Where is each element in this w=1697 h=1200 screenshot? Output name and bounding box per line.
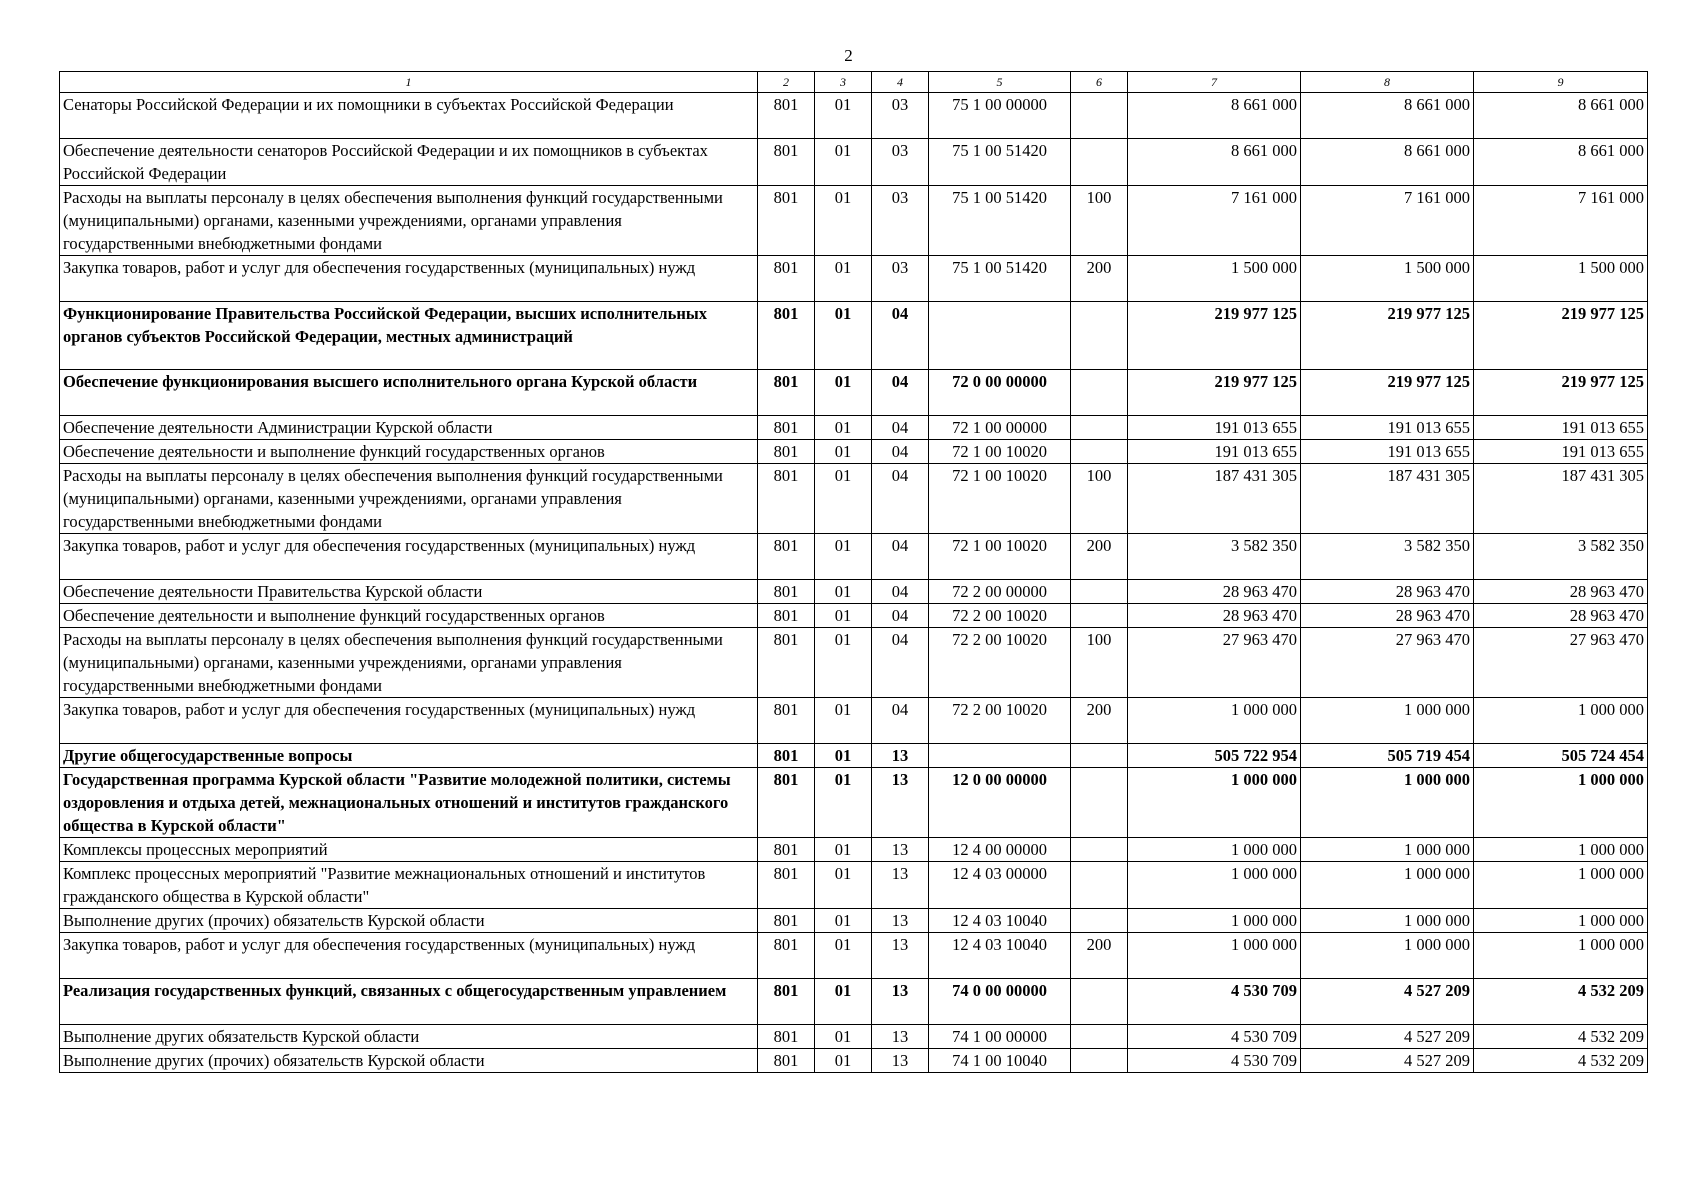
row-value-7: 187 431 305 — [1128, 464, 1301, 534]
row-code-4: 04 — [872, 534, 929, 580]
row-code-5: 72 2 00 10020 — [929, 628, 1071, 698]
row-name: Обеспечение деятельности Правительства Курской области — [60, 580, 758, 604]
row-code-6 — [1071, 1049, 1128, 1073]
row-code-2: 801 — [758, 139, 815, 186]
row-code-4: 13 — [872, 933, 929, 979]
row-value-8: 1 000 000 — [1301, 838, 1474, 862]
row-code-4: 04 — [872, 580, 929, 604]
row-code-3: 01 — [815, 604, 872, 628]
row-value-9: 219 977 125 — [1474, 302, 1648, 370]
row-value-8: 191 013 655 — [1301, 416, 1474, 440]
row-code-2: 801 — [758, 979, 815, 1025]
row-code-5: 72 2 00 10020 — [929, 698, 1071, 744]
table-row — [60, 628, 1648, 698]
row-value-8: 4 527 209 — [1301, 979, 1474, 1025]
row-value-9: 1 000 000 — [1474, 698, 1648, 744]
row-value-8: 27 963 470 — [1301, 628, 1474, 698]
row-code-6 — [1071, 139, 1128, 186]
row-value-8: 505 719 454 — [1301, 744, 1474, 768]
row-code-3: 01 — [815, 440, 872, 464]
row-code-5: 75 1 00 51420 — [929, 186, 1071, 256]
row-code-5: 74 1 00 00000 — [929, 1025, 1071, 1049]
row-code-5: 72 1 00 10020 — [929, 534, 1071, 580]
row-code-2: 801 — [758, 862, 815, 909]
table-row — [60, 744, 1648, 768]
row-value-7: 219 977 125 — [1128, 302, 1301, 370]
row-code-3: 01 — [815, 370, 872, 416]
row-value-7: 28 963 470 — [1128, 580, 1301, 604]
table-row — [60, 909, 1648, 933]
row-name: Закупка товаров, работ и услуг для обеспечения государственных (муниципальных) нужд — [60, 256, 758, 302]
row-code-2: 801 — [758, 93, 815, 139]
row-code-2: 801 — [758, 416, 815, 440]
row-code-5: 72 0 00 00000 — [929, 370, 1071, 416]
row-code-3: 01 — [815, 628, 872, 698]
table-row — [60, 1049, 1648, 1073]
row-code-6 — [1071, 416, 1128, 440]
row-value-7: 8 661 000 — [1128, 93, 1301, 139]
row-code-5 — [929, 744, 1071, 768]
row-value-9: 191 013 655 — [1474, 440, 1648, 464]
row-code-6 — [1071, 302, 1128, 370]
row-code-3: 01 — [815, 302, 872, 370]
row-code-2: 801 — [758, 186, 815, 256]
row-code-5: 75 1 00 00000 — [929, 93, 1071, 139]
row-value-8: 219 977 125 — [1301, 302, 1474, 370]
row-value-8: 219 977 125 — [1301, 370, 1474, 416]
table-row — [60, 370, 1648, 416]
row-code-5: 72 1 00 10020 — [929, 464, 1071, 534]
header-cell-1: 1 — [60, 72, 758, 93]
table-row — [60, 93, 1648, 139]
table-row — [60, 534, 1648, 580]
row-value-8: 4 527 209 — [1301, 1025, 1474, 1049]
row-value-8: 1 000 000 — [1301, 909, 1474, 933]
row-code-3: 01 — [815, 139, 872, 186]
row-code-3: 01 — [815, 1025, 872, 1049]
row-code-4: 04 — [872, 628, 929, 698]
row-code-5: 72 2 00 10020 — [929, 604, 1071, 628]
row-name: Обеспечение деятельности и выполнение функций государственных органов — [60, 604, 758, 628]
row-code-5: 72 1 00 00000 — [929, 416, 1071, 440]
row-code-4: 13 — [872, 768, 929, 838]
row-code-2: 801 — [758, 440, 815, 464]
row-code-2: 801 — [758, 464, 815, 534]
row-name: Функционирование Правительства Российской Федерации, высших исполнительных органов субъектов Российской Федерации, местных администраций — [60, 302, 758, 370]
row-code-5: 75 1 00 51420 — [929, 256, 1071, 302]
table-row — [60, 862, 1648, 909]
row-value-8: 1 500 000 — [1301, 256, 1474, 302]
row-value-9: 4 532 209 — [1474, 1049, 1648, 1073]
row-value-7: 28 963 470 — [1128, 604, 1301, 628]
row-code-3: 01 — [815, 698, 872, 744]
row-code-6 — [1071, 768, 1128, 838]
row-code-4: 03 — [872, 93, 929, 139]
row-value-8: 187 431 305 — [1301, 464, 1474, 534]
row-value-8: 8 661 000 — [1301, 93, 1474, 139]
header-cell-7: 7 — [1128, 72, 1301, 93]
row-value-7: 7 161 000 — [1128, 186, 1301, 256]
row-code-6: 200 — [1071, 534, 1128, 580]
row-code-4: 04 — [872, 464, 929, 534]
row-name: Выполнение других (прочих) обязательств Курской области — [60, 1049, 758, 1073]
row-value-8: 1 000 000 — [1301, 698, 1474, 744]
row-value-7: 4 530 709 — [1128, 979, 1301, 1025]
row-name: Выполнение других обязательств Курской области — [60, 1025, 758, 1049]
header-cell-4: 4 — [872, 72, 929, 93]
row-name: Обеспечение деятельности Администрации Курской области — [60, 416, 758, 440]
row-value-8: 3 582 350 — [1301, 534, 1474, 580]
row-code-5: 12 4 03 10040 — [929, 933, 1071, 979]
row-code-4: 04 — [872, 698, 929, 744]
row-value-7: 4 530 709 — [1128, 1049, 1301, 1073]
table-row — [60, 933, 1648, 979]
row-code-3: 01 — [815, 768, 872, 838]
row-value-8: 8 661 000 — [1301, 139, 1474, 186]
table-row — [60, 302, 1648, 370]
row-value-9: 4 532 209 — [1474, 979, 1648, 1025]
row-code-6 — [1071, 862, 1128, 909]
row-code-3: 01 — [815, 93, 872, 139]
budget-table — [59, 71, 1648, 1073]
row-value-7: 3 582 350 — [1128, 534, 1301, 580]
table-row — [60, 768, 1648, 838]
row-code-3: 01 — [815, 256, 872, 302]
row-value-9: 3 582 350 — [1474, 534, 1648, 580]
row-code-5: 74 1 00 10040 — [929, 1049, 1071, 1073]
row-code-2: 801 — [758, 604, 815, 628]
row-name: Закупка товаров, работ и услуг для обеспечения государственных (муниципальных) нужд — [60, 534, 758, 580]
row-code-2: 801 — [758, 1025, 815, 1049]
row-code-2: 801 — [758, 534, 815, 580]
row-code-3: 01 — [815, 838, 872, 862]
row-value-7: 1 000 000 — [1128, 838, 1301, 862]
row-value-8: 1 000 000 — [1301, 862, 1474, 909]
row-value-9: 27 963 470 — [1474, 628, 1648, 698]
row-value-7: 219 977 125 — [1128, 370, 1301, 416]
table-row — [60, 979, 1648, 1025]
row-value-8: 7 161 000 — [1301, 186, 1474, 256]
row-value-9: 4 532 209 — [1474, 1025, 1648, 1049]
row-code-2: 801 — [758, 256, 815, 302]
row-code-6 — [1071, 1025, 1128, 1049]
row-code-4: 13 — [872, 744, 929, 768]
table-row — [60, 464, 1648, 534]
row-code-2: 801 — [758, 628, 815, 698]
row-value-8: 1 000 000 — [1301, 768, 1474, 838]
row-code-5: 12 0 00 00000 — [929, 768, 1071, 838]
header-cell-6: 6 — [1071, 72, 1128, 93]
table-row — [60, 256, 1648, 302]
page-number: 2 — [844, 46, 853, 65]
row-code-6 — [1071, 580, 1128, 604]
row-code-6: 100 — [1071, 464, 1128, 534]
row-code-3: 01 — [815, 862, 872, 909]
header-cell-2: 2 — [758, 72, 815, 93]
row-value-9: 8 661 000 — [1474, 93, 1648, 139]
row-code-4: 04 — [872, 416, 929, 440]
row-value-8: 28 963 470 — [1301, 604, 1474, 628]
row-code-4: 04 — [872, 302, 929, 370]
row-code-3: 01 — [815, 979, 872, 1025]
row-value-9: 28 963 470 — [1474, 604, 1648, 628]
row-value-8: 28 963 470 — [1301, 580, 1474, 604]
row-code-5: 72 1 00 10020 — [929, 440, 1071, 464]
row-code-6 — [1071, 744, 1128, 768]
row-value-7: 191 013 655 — [1128, 440, 1301, 464]
header-cell-9: 9 — [1474, 72, 1648, 93]
row-name: Обеспечение деятельности и выполнение функций государственных органов — [60, 440, 758, 464]
row-value-8: 4 527 209 — [1301, 1049, 1474, 1073]
row-code-2: 801 — [758, 698, 815, 744]
row-code-4: 13 — [872, 979, 929, 1025]
header-cell-8: 8 — [1301, 72, 1474, 93]
row-name: Расходы на выплаты персоналу в целях обеспечения выполнения функций государственными (муниципальными) органами, казенными учреждениями, органами управления государственными внебюджетными фондами — [60, 628, 758, 698]
row-value-9: 505 724 454 — [1474, 744, 1648, 768]
row-code-4: 03 — [872, 186, 929, 256]
row-value-9: 191 013 655 — [1474, 416, 1648, 440]
row-value-9: 219 977 125 — [1474, 370, 1648, 416]
row-code-4: 13 — [872, 862, 929, 909]
row-value-9: 1 000 000 — [1474, 909, 1648, 933]
row-code-4: 03 — [872, 139, 929, 186]
row-code-6: 200 — [1071, 698, 1128, 744]
row-code-5: 12 4 00 00000 — [929, 838, 1071, 862]
row-code-3: 01 — [815, 744, 872, 768]
table-row — [60, 440, 1648, 464]
row-name: Государственная программа Курской области "Развитие молодежной политики, системы оздоровления и отдыха детей, межнациональных отношений и институтов гражданского общества в Курской области" — [60, 768, 758, 838]
row-code-3: 01 — [815, 464, 872, 534]
header-row — [60, 72, 1648, 93]
table-row — [60, 186, 1648, 256]
row-code-2: 801 — [758, 838, 815, 862]
row-code-6 — [1071, 838, 1128, 862]
table-body — [60, 93, 1648, 1073]
row-value-9: 1 000 000 — [1474, 933, 1648, 979]
row-code-3: 01 — [815, 534, 872, 580]
row-value-7: 1 000 000 — [1128, 862, 1301, 909]
row-code-6 — [1071, 93, 1128, 139]
row-name: Другие общегосударственные вопросы — [60, 744, 758, 768]
row-code-2: 801 — [758, 744, 815, 768]
table-row — [60, 139, 1648, 186]
row-code-2: 801 — [758, 1049, 815, 1073]
table-row — [60, 580, 1648, 604]
row-value-9: 1 000 000 — [1474, 768, 1648, 838]
row-code-4: 03 — [872, 256, 929, 302]
row-code-3: 01 — [815, 580, 872, 604]
row-value-7: 1 000 000 — [1128, 698, 1301, 744]
row-value-7: 1 500 000 — [1128, 256, 1301, 302]
row-code-5: 74 0 00 00000 — [929, 979, 1071, 1025]
row-code-6 — [1071, 979, 1128, 1025]
row-name: Расходы на выплаты персоналу в целях обеспечения выполнения функций государственными (муниципальными) органами, казенными учреждениями, органами управления государственными внебюджетными фондами — [60, 186, 758, 256]
row-code-2: 801 — [758, 909, 815, 933]
row-code-5: 75 1 00 51420 — [929, 139, 1071, 186]
row-value-7: 191 013 655 — [1128, 416, 1301, 440]
row-code-4: 13 — [872, 838, 929, 862]
row-name: Закупка товаров, работ и услуг для обеспечения государственных (муниципальных) нужд — [60, 933, 758, 979]
row-code-4: 04 — [872, 440, 929, 464]
row-code-4: 13 — [872, 909, 929, 933]
row-code-6: 100 — [1071, 186, 1128, 256]
row-code-4: 13 — [872, 1025, 929, 1049]
row-value-7: 1 000 000 — [1128, 909, 1301, 933]
row-value-8: 1 000 000 — [1301, 933, 1474, 979]
row-value-9: 1 000 000 — [1474, 838, 1648, 862]
row-name: Выполнение других (прочих) обязательств Курской области — [60, 909, 758, 933]
row-value-7: 27 963 470 — [1128, 628, 1301, 698]
row-code-3: 01 — [815, 186, 872, 256]
row-value-7: 1 000 000 — [1128, 768, 1301, 838]
row-code-2: 801 — [758, 768, 815, 838]
row-code-2: 801 — [758, 302, 815, 370]
row-code-6: 200 — [1071, 256, 1128, 302]
header-cell-5: 5 — [929, 72, 1071, 93]
row-name: Расходы на выплаты персоналу в целях обеспечения выполнения функций государственными (муниципальными) органами, казенными учреждениями, органами управления государственными внебюджетными фондами — [60, 464, 758, 534]
row-code-6: 200 — [1071, 933, 1128, 979]
row-code-4: 04 — [872, 370, 929, 416]
table-row — [60, 698, 1648, 744]
row-code-3: 01 — [815, 909, 872, 933]
row-code-5: 12 4 03 10040 — [929, 909, 1071, 933]
row-code-6 — [1071, 909, 1128, 933]
row-name: Реализация государственных функций, связанных с общегосударственным управлением — [60, 979, 758, 1025]
row-value-7: 8 661 000 — [1128, 139, 1301, 186]
row-value-9: 7 161 000 — [1474, 186, 1648, 256]
row-name: Комплекс процессных мероприятий "Развитие межнациональных отношений и институтов гражданского общества в Курской области" — [60, 862, 758, 909]
row-code-5: 12 4 03 00000 — [929, 862, 1071, 909]
row-value-9: 1 000 000 — [1474, 862, 1648, 909]
row-code-6 — [1071, 440, 1128, 464]
row-value-7: 4 530 709 — [1128, 1025, 1301, 1049]
row-name: Обеспечение функционирования высшего исполнительного органа Курской области — [60, 370, 758, 416]
row-name: Закупка товаров, работ и услуг для обеспечения государственных (муниципальных) нужд — [60, 698, 758, 744]
row-code-3: 01 — [815, 1049, 872, 1073]
row-code-3: 01 — [815, 416, 872, 440]
row-code-2: 801 — [758, 370, 815, 416]
row-name: Сенаторы Российской Федерации и их помощники в субъектах Российской Федерации — [60, 93, 758, 139]
row-code-6 — [1071, 604, 1128, 628]
row-code-2: 801 — [758, 933, 815, 979]
row-value-9: 187 431 305 — [1474, 464, 1648, 534]
row-code-4: 13 — [872, 1049, 929, 1073]
row-code-3: 01 — [815, 933, 872, 979]
row-value-8: 191 013 655 — [1301, 440, 1474, 464]
row-code-6 — [1071, 370, 1128, 416]
row-value-7: 505 722 954 — [1128, 744, 1301, 768]
row-name: Обеспечение деятельности сенаторов Российской Федерации и их помощников в субъектах Российской Федерации — [60, 139, 758, 186]
row-code-5: 72 2 00 00000 — [929, 580, 1071, 604]
row-value-9: 8 661 000 — [1474, 139, 1648, 186]
row-code-5 — [929, 302, 1071, 370]
row-value-9: 28 963 470 — [1474, 580, 1648, 604]
table-row — [60, 838, 1648, 862]
row-name: Комплексы процессных мероприятий — [60, 838, 758, 862]
row-code-2: 801 — [758, 580, 815, 604]
table-row — [60, 1025, 1648, 1049]
row-value-7: 1 000 000 — [1128, 933, 1301, 979]
header-cell-3: 3 — [815, 72, 872, 93]
row-code-4: 04 — [872, 604, 929, 628]
row-value-9: 1 500 000 — [1474, 256, 1648, 302]
table-row — [60, 604, 1648, 628]
row-code-6: 100 — [1071, 628, 1128, 698]
table-row — [60, 416, 1648, 440]
